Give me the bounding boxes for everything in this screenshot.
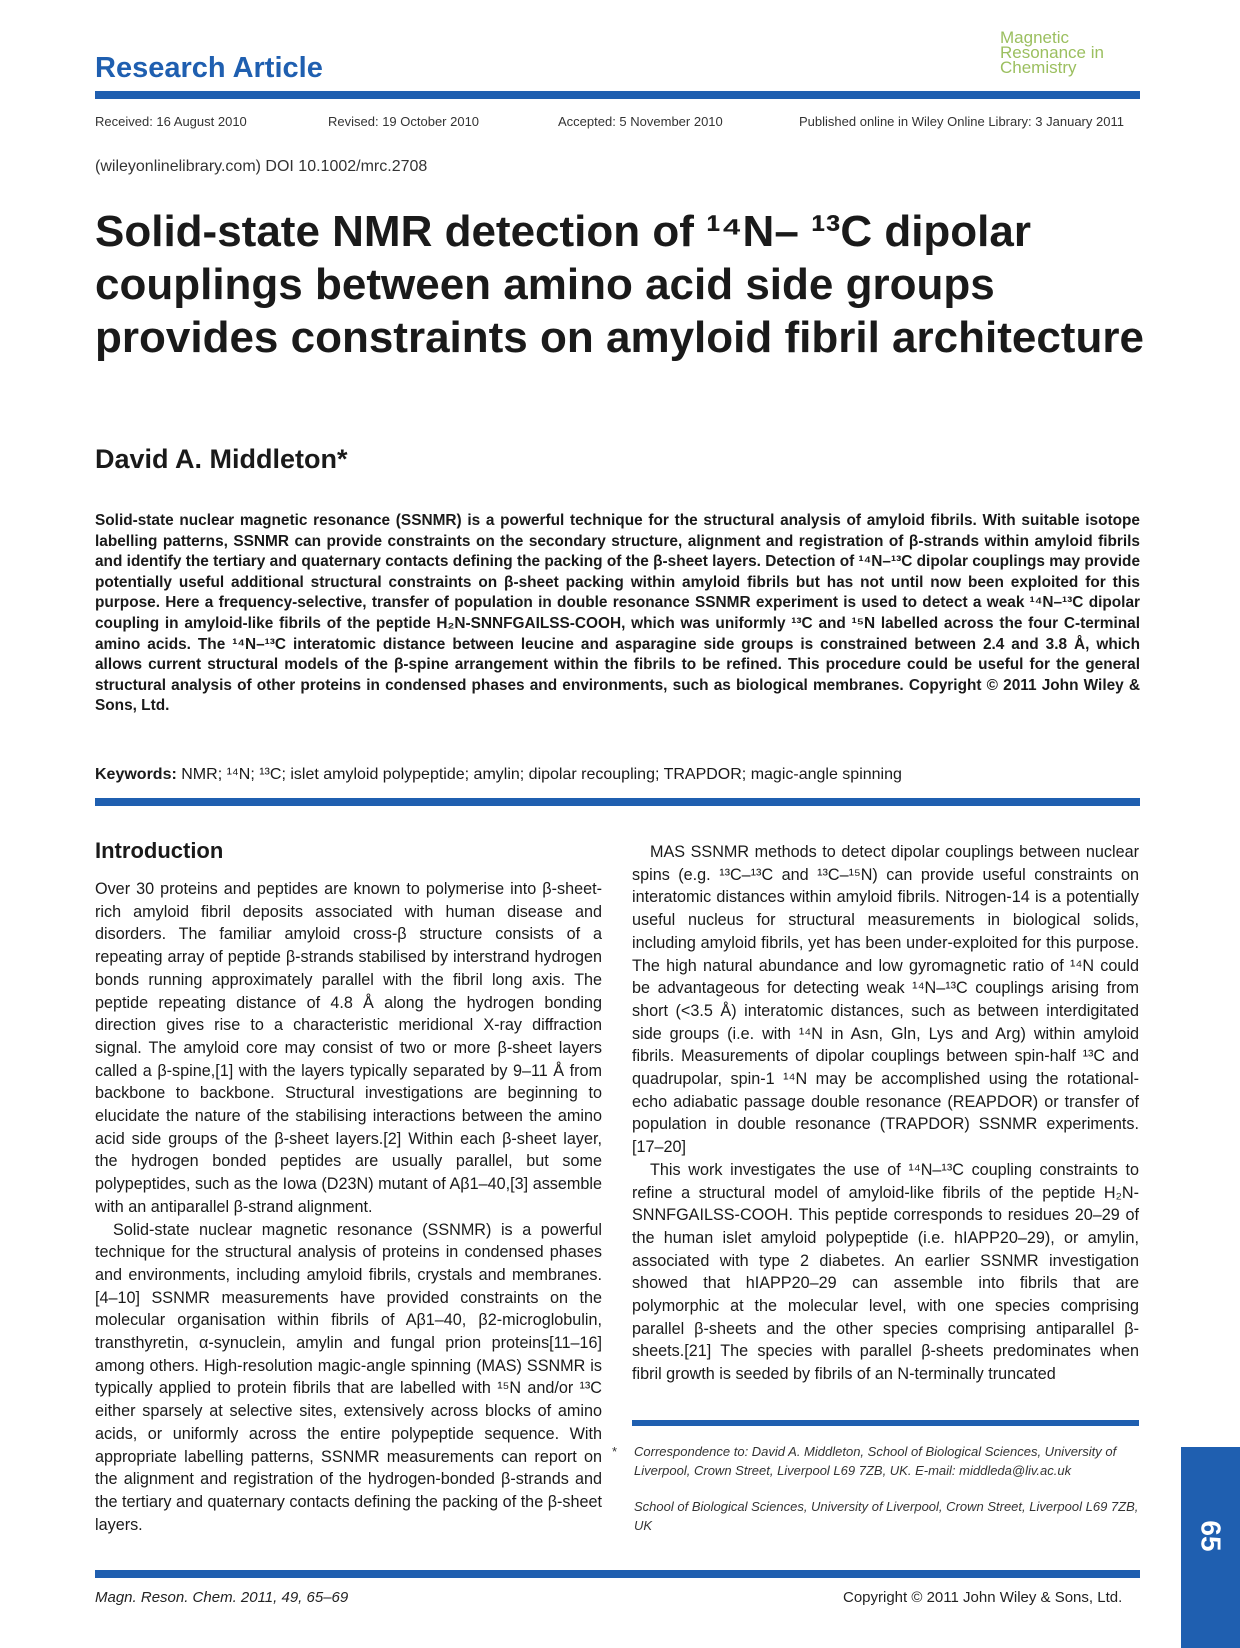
abstract-rule <box>95 798 1140 806</box>
section-label: Research Article <box>95 52 323 84</box>
footer-rule <box>95 1570 1140 1578</box>
footnote-mark: * <box>612 1444 618 1459</box>
keywords-list: NMR; ¹⁴N; ¹³C; islet amyloid polypeptide; amylin; dipolar recoupling; TRAPDOR; magic-angle spinning <box>181 766 902 783</box>
left-column <box>95 878 602 1536</box>
correspondence-note: Correspondence to: David A. Middleton, School of Biological Sciences, University of Liverpool, Crown Street, Liverpool L69 7ZB, UK. E-mail: middleda@liv.ac.uk <box>634 1444 1117 1478</box>
header-rule <box>95 91 1140 99</box>
author: David A. Middleton* <box>95 444 348 474</box>
keywords <box>95 766 1140 784</box>
logo-line-2: Resonance in <box>1000 43 1104 62</box>
logo-line-1: Magnetic <box>1000 28 1069 47</box>
section-heading: Introduction <box>95 838 224 863</box>
citation: Magn. Reson. Chem. 2011, 49, 65–69 <box>95 1589 349 1606</box>
published-date: Published online in Wiley Online Library: 3 January 2011 <box>799 114 1124 129</box>
keywords-label: Keywords: <box>95 766 177 783</box>
paragraph: MAS SSNMR methods to detect dipolar couplings between nuclear spins (e.g. ¹³C–¹³C and ¹³C–¹⁵N) can provide useful constraints on interatomic distances within amyloid fibrils. Nitrogen-14 is a potentially useful nucleus for structural measurements in biological solids, including amyloid fibrils, yet has been under-exploited for this purpose. The high natural abundance and low gyromagnetic ratio of ¹⁴N could be advantageous for detecting weak ¹⁴N–¹³C couplings arising from short (<3.5 Å) interatomic distances, such as between interdigitated side groups (i.e. with ¹⁴N in Asn, Gln, Lys and Arg) within amyloid fibrils. Measurements of dipolar couplings between spin-half ¹³C and quadrupolar, spin-1 ¹⁴N may be accomplished using the rotational-echo adiabatic passage double resonance (REAPDOR) or transfer of population in double resonance (TRAPDOR) SSNMR experiments.[17–20] <box>632 843 1139 1157</box>
footnote-rule <box>632 1420 1139 1426</box>
revised-date: Revised: 19 October 2010 <box>328 114 480 129</box>
paragraph: Solid-state nuclear magnetic resonance (SSNMR) is a powerful technique for the structural analysis of proteins in condensed phases and environments, including amyloid fibrils, crystals and membranes.[4–10] SSNMR measurements have provided constraints on the molecular organisation within fibrils of Aβ1–40, β2-microglobulin, transthyretin, α-synuclein, amylin and fungal prion proteins[11–16] among others. High-resolution magic-angle spinning (MAS) SSNMR is typically applied to protein fibrils that are labelled with ¹⁵N and/or ¹³C either sparsely at selective sites, extensively across blocks of amino acids, or uniformly across the entire polypeptide sequence. With appropriate labelling patterns, SSNMR measurements can report on the alignment and registration of the hydrogen-bonded β-strands and the tertiary and quaternary contacts defining the packing of the β-sheet layers. <box>95 1220 602 1534</box>
affiliation-note: School of Biological Sciences, University of Liverpool, Crown Street, Liverpool L69 7ZB, UK <box>634 1499 1139 1533</box>
logo-line-3: Chemistry <box>1000 58 1077 77</box>
paragraph: This work investigates the use of ¹⁴N–¹³C coupling constraints to refine a structural model of amyloid-like fibrils of the peptide H₂N-SNNFGAILSS-COOH. This peptide corresponds to residues 20–29 of the human islet amyloid polypeptide (i.e. hIAPP20–29), or amylin, associated with type 2 diabetes. An earlier SSNMR investigation showed that hIAPP20–29 can assemble into fibrils that are polymorphic at the molecular level, with one species comprising parallel β-sheets and the other species comprising antiparallel β-sheets.[21] The species with parallel β-sheets predominates when fibril growth is seeded by fibrils of an N-terminally truncated <box>632 1160 1139 1384</box>
doi: (wileyonlinelibrary.com) DOI 10.1002/mrc.2708 <box>95 158 428 175</box>
right-column <box>632 841 1139 1386</box>
page-number: 65 <box>1195 1520 1227 1552</box>
paragraph: Over 30 proteins and peptides are known to polymerise into β-sheet-rich amyloid fibril deposits associated with human disease and disorders. The familiar amyloid cross-β structure consists of a repeating array of peptide β-strands stabilised by interstrand hydrogen bonds running approximately parallel with the fibril long axis. The peptide repeating distance of 4.8 Å along the hydrogen bonding direction gives rise to a characteristic meridional X-ray diffraction signal. The amyloid core may consist of two or more β-sheet layers called a β-spine,[1] with the layers typically separated by 9–11 Å from backbone to backbone. Structural investigations are beginning to elucidate the nature of the stabilising interactions between the amino acid side groups of the β-sheet layers.[2] Within each β-sheet layer, the hydrogen bonded peptides are usually parallel, but some polypeptides, such as the Iowa (D23N) mutant of Aβ1–40,[3] assemble with an antiparallel β-strand alignment. <box>95 880 602 1216</box>
abstract: Solid-state nuclear magnetic resonance (SSNMR) is a powerful technique for the structural analysis of amyloid fibrils. With suitable isotope labelling patterns, SSNMR can provide constraints on the secondary structure, alignment and registration of β-strands within amyloid fibrils and identify the tertiary and quaternary contacts defining the packing of the β-sheet layers. Detection of ¹⁴N–¹³C dipolar couplings may provide potentially useful additional structural constraints on β-sheet packing within amyloid fibrils but has not until now been exploited for this purpose. Here a frequency-selective, transfer of population in double resonance SSNMR experiment is used to detect a weak ¹⁴N–¹³C dipolar coupling in amyloid-like fibrils of the peptide H₂N-SNNFGAILSS-COOH, which was uniformly ¹³C and ¹⁵N labelled across the four C-terminal amino acids. The ¹⁴N–¹³C interatomic distance between leucine and asparagine side groups is constrained between 2.4 and 3.8 Å, which allows current structural models of the β-spine arrangement within the fibrils to be refined. This procedure could be useful for the general structural analysis of other proteins in condensed phases and environments, such as biological membranes. Copyright © 2011 John Wiley & Sons, Ltd. <box>95 512 1140 715</box>
accepted-date: Accepted: 5 November 2010 <box>558 114 723 129</box>
copyright: Copyright © 2011 John Wiley & Sons, Ltd. <box>843 1589 1123 1606</box>
article-title: Solid-state NMR detection of ¹⁴N– ¹³C dipolar couplings between amino acid side groups provides constraints on amyloid fibril architecture <box>95 207 1144 362</box>
journal-logo <box>1000 30 1104 75</box>
received-date: Received: 16 August 2010 <box>95 114 247 129</box>
